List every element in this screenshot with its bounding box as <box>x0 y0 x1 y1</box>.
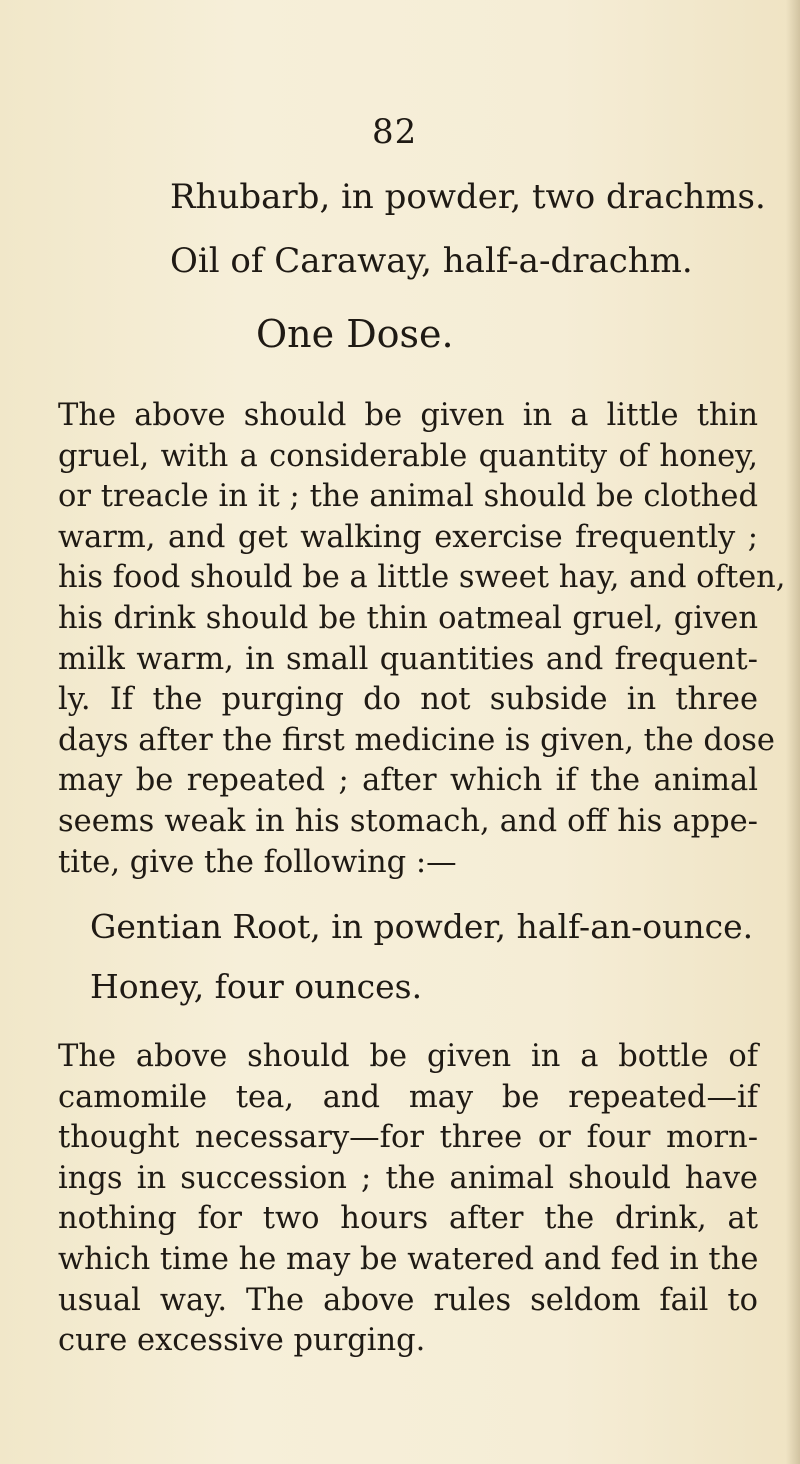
paragraph-2-line: nothing for two hours after the drink, at <box>58 1201 758 1237</box>
paragraph-1 <box>58 396 786 883</box>
page-edge-shadow <box>786 0 800 1464</box>
paragraph-1-line: seems weak in his stomach, and off his appe- <box>58 803 758 839</box>
paragraph-2-line: ings in succession ; the animal should have <box>58 1160 758 1196</box>
paragraph-1-line: gruel, with a considerable quantity of honey, <box>58 438 758 474</box>
paragraph-2-line: camomile tea, and may be repeated—if <box>58 1079 758 1115</box>
paragraph-2-line: cure excessive purging. <box>58 1323 426 1359</box>
paragraph-1-line: days after the first medicine is given, the dose <box>58 722 775 758</box>
paragraph-2-line: thought necessary—for three or four morn- <box>58 1120 758 1156</box>
paragraph-2-line: The above should be given in a bottle of <box>58 1039 758 1074</box>
prescription-1-line-2: Oil of Caraway, half-a-drachm. <box>170 241 693 281</box>
page-number: 82 <box>372 112 418 152</box>
paragraph-1-line: may be repeated ; after which if the animal <box>58 763 758 799</box>
paragraph-1-line: his drink should be thin oatmeal gruel, given <box>58 600 758 636</box>
paragraph-1-line: warm, and get walking exercise frequently ; <box>58 519 758 555</box>
paragraph-2-line: which time he may be watered and fed in the <box>58 1241 759 1277</box>
dose-heading: One Dose. <box>256 312 454 356</box>
prescription-1-line-1: Rhubarb, in powder, two drachms. <box>170 177 766 217</box>
prescription-2-line-2: Honey, four ounces. <box>90 967 423 1006</box>
paragraph-2-line: usual way. The above rules seldom fail to <box>58 1282 758 1318</box>
paragraph-1-line: ly. If the purging do not subside in three <box>58 682 758 718</box>
paragraph-1-line: his food should be a little sweet hay, and often, <box>58 560 786 596</box>
paragraph-1-line: tite, give the following :— <box>58 844 457 880</box>
paragraph-1-line: or treacle in it ; the animal should be clothed <box>58 479 758 515</box>
prescription-2-line-1: Gentian Root, in powder, half-an-ounce. <box>90 907 754 946</box>
paragraph-2 <box>58 1037 758 1362</box>
paragraph-1-line: milk warm, in small quantities and frequent- <box>58 641 758 677</box>
paragraph-1-line: The above should be given in a little thin <box>58 398 758 433</box>
